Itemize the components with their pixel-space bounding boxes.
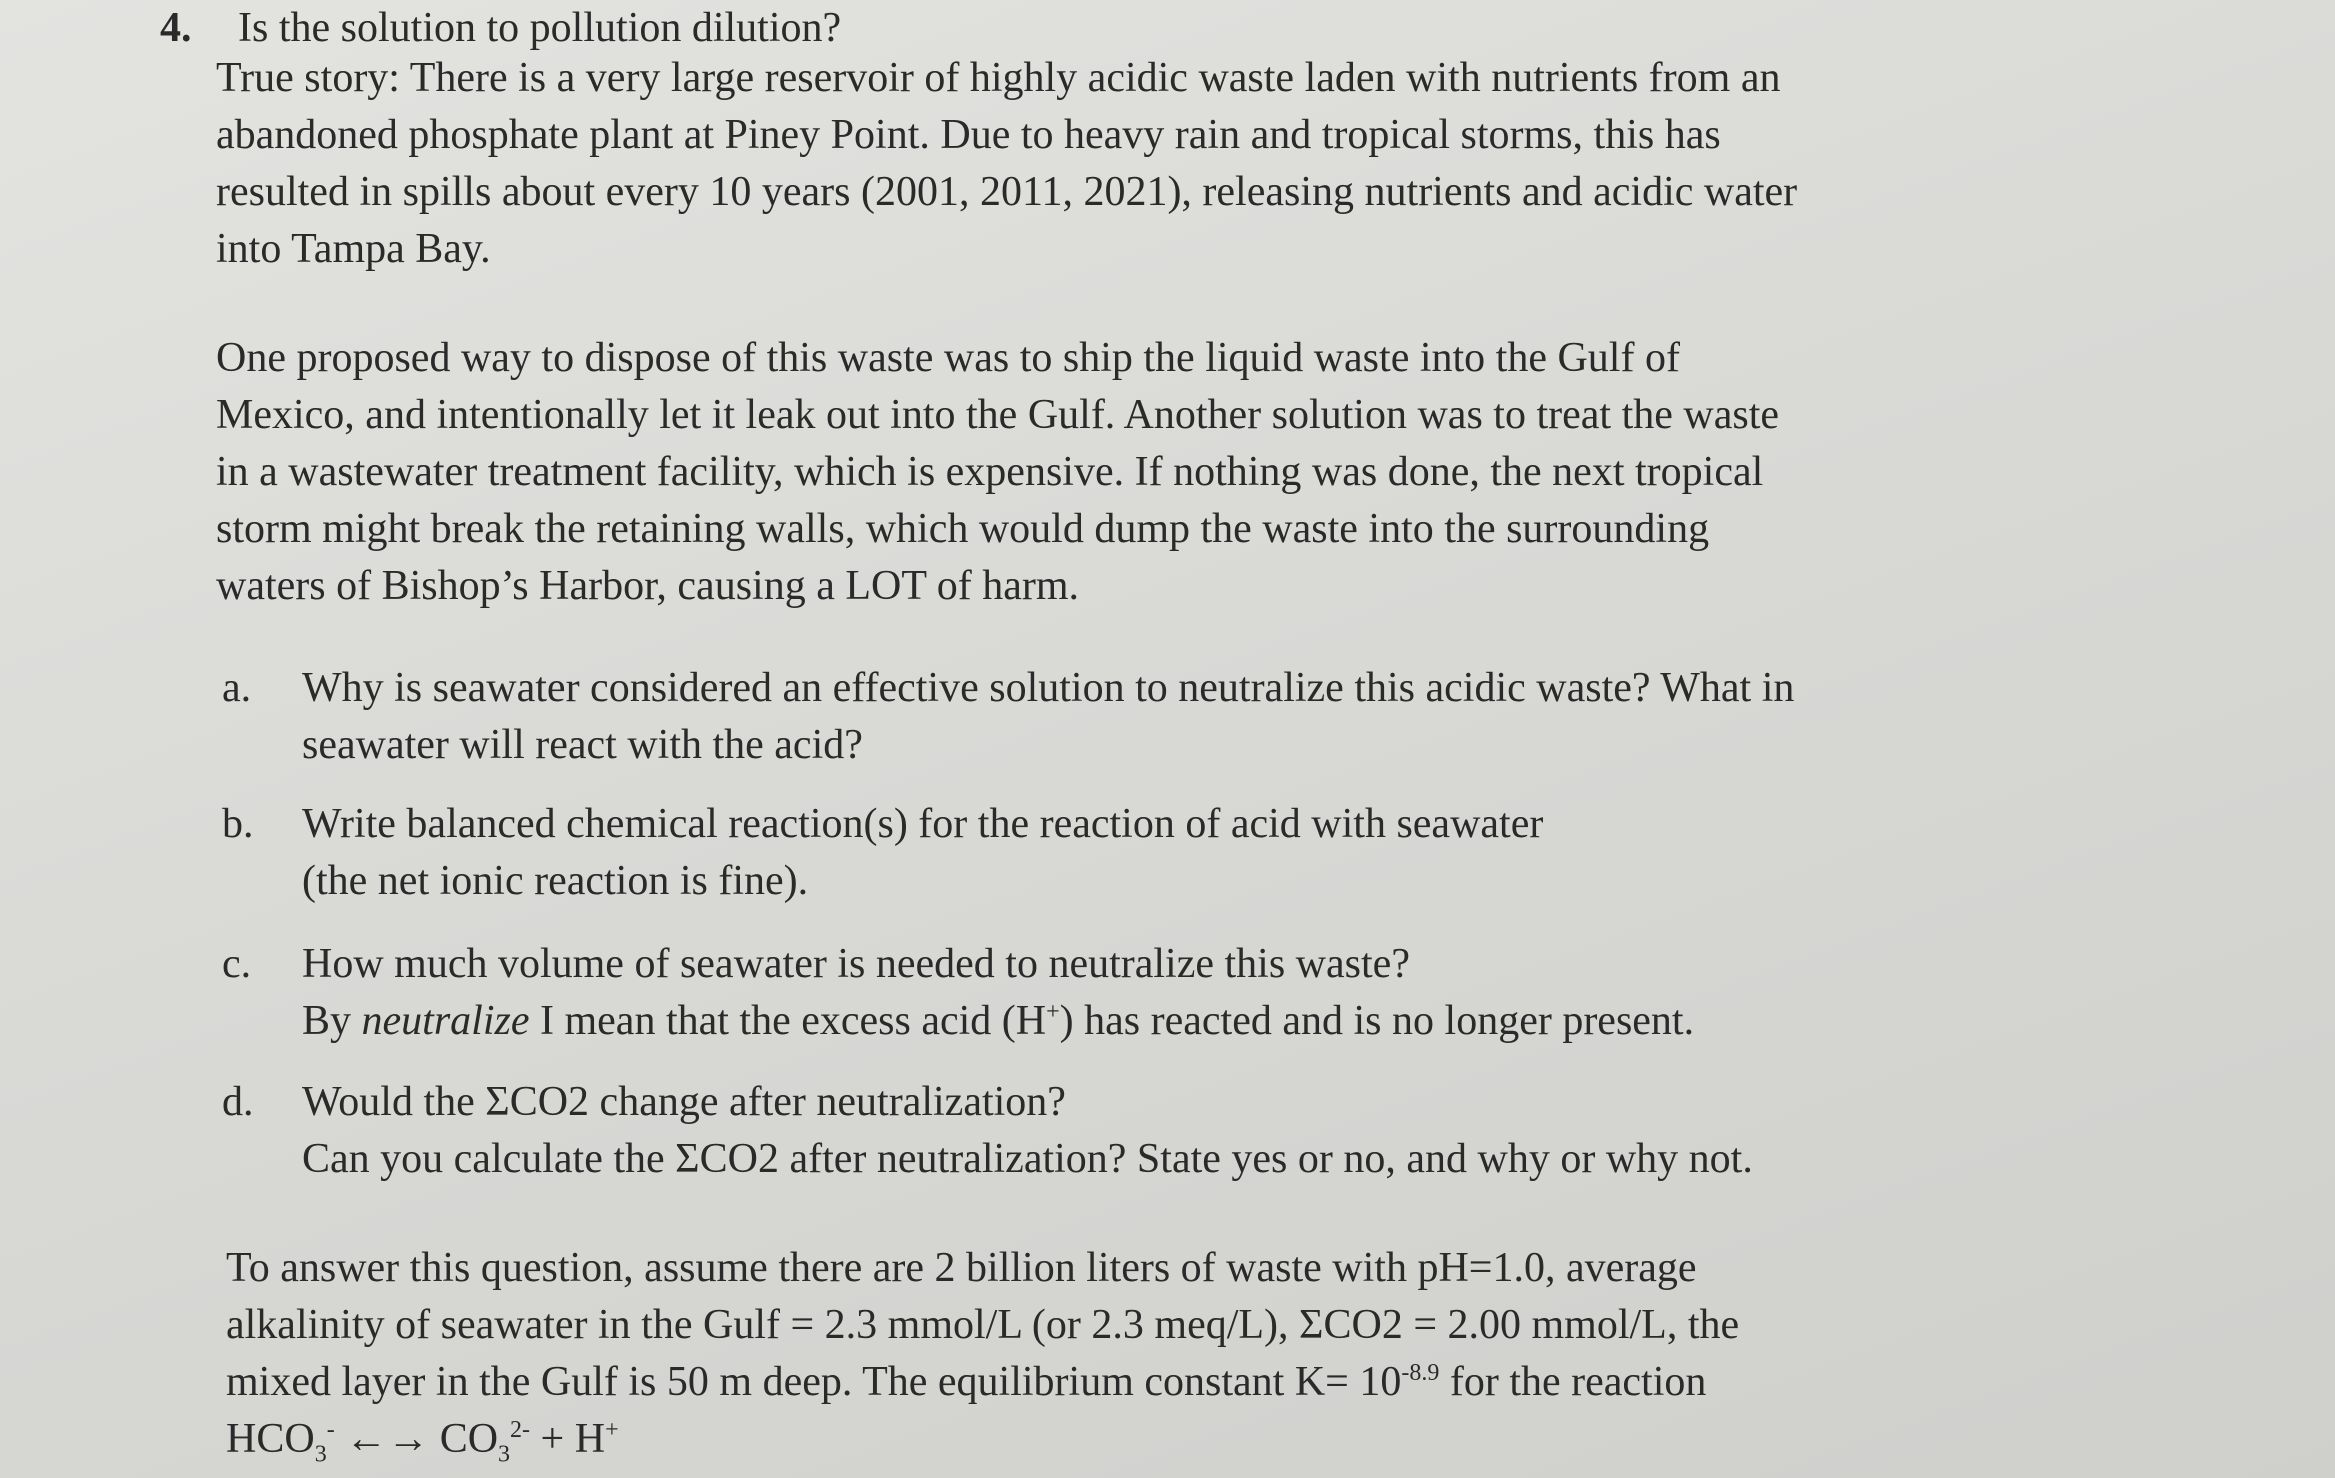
context-line: in a wastewater treatment facility, which is expensive. If nothing was done, the next tropical [216,449,1764,495]
intro-line: abandoned phosphate plant at Piney Point. Due to heavy rain and tropical storms, this has [216,112,1721,158]
part-c-text [302,936,1694,1050]
part-letter: a. [222,665,252,711]
part-b-text [302,796,1543,910]
intro-line: True story: There is a very large reservoir of highly acidic waste laden with nutrients from an [216,55,1781,101]
part-c-line [302,993,1694,1050]
part-a-line: seawater will react with the acid? [302,722,863,768]
assumptions-text-segment: mixed layer in the Gulf is 50 m deep. The equilibrium constant K= 10 [226,1359,1402,1405]
part-b-line: (the net ionic reaction is fine). [302,858,809,904]
charge-superscript: + [1046,999,1060,1025]
intro-line: into Tampa Bay. [216,226,491,272]
charge-superscript: + [605,1417,619,1443]
part-c [222,936,1694,1050]
part-a-text [302,660,1794,774]
assumptions-paragraph [226,1240,2106,1468]
part-d-line: Would the ΣCO2 change after neutralization? [302,1079,1066,1125]
formula-subscript: 3 [314,1441,327,1468]
intro-line: resulted in spills about every 10 years (2001, 2011, 2021), releasing nutrients and acidic water [216,169,1798,215]
product-formula: CO [439,1416,499,1462]
part-letter: d. [222,1079,254,1125]
part-c-text-segment: By [302,998,362,1044]
neutralize-emphasis: neutralize [361,998,530,1044]
equilibrium-arrow: ←→ [334,1416,440,1462]
exponent-superscript: -8.9 [1401,1360,1440,1386]
context-line: storm might break the retaining walls, which would dump the waste into the surrounding [216,506,1710,552]
assumptions-line [226,1354,2106,1411]
question-title: Is the solution to pollution dilution? [238,5,842,51]
chemical-reaction [226,1411,2106,1468]
part-b [222,796,1543,910]
context-line: Mexico, and intentionally let it leak out into the Gulf. Another solution was to treat the waste [216,392,1780,438]
context-paragraph [216,330,2096,615]
formula-subscript: 3 [498,1441,511,1468]
context-line: One proposed way to dispose of this waste was to ship the liquid waste into the Gulf of [216,335,1680,381]
assumptions-text-segment: for the reaction [1439,1359,1707,1405]
part-a [222,660,1794,774]
reactant-formula: HCO [226,1416,315,1462]
part-d [222,1074,1753,1188]
part-c-text-segment: I mean that the excess acid (H [529,998,1047,1044]
part-c-line: How much volume of seawater is needed to neutralize this waste? [302,941,1410,987]
assumptions-line: To answer this question, assume there are 2 billion liters of waste with pH=1.0, average [226,1245,1697,1291]
part-b-line: Write balanced chemical reaction(s) for the reaction of acid with seawater [302,801,1544,847]
part-c-text-segment: ) has reacted and is no longer present. [1059,998,1695,1044]
part-letter: b. [222,801,254,847]
charge-superscript: 2- [510,1417,531,1443]
assumptions-line: alkalinity of seawater in the Gulf = 2.3 mmol/L (or 2.3 meq/L), ΣCO2 = 2.00 mmol/L, the [226,1302,1740,1348]
question-heading [160,2,841,54]
question-number: 4. [160,5,192,51]
part-a-line: Why is seawater considered an effective solution to neutralize this acidic waste? What in [302,665,1795,711]
charge-superscript: - [326,1417,335,1443]
intro-paragraph [216,50,2096,278]
product-formula: + H [530,1416,606,1462]
context-line: waters of Bishop’s Harbor, causing a LOT of harm. [216,563,1080,609]
part-d-text [302,1074,1753,1188]
part-letter: c. [222,941,252,987]
part-d-line: Can you calculate the ΣCO2 after neutralization? State yes or no, and why or why not. [302,1136,1753,1182]
